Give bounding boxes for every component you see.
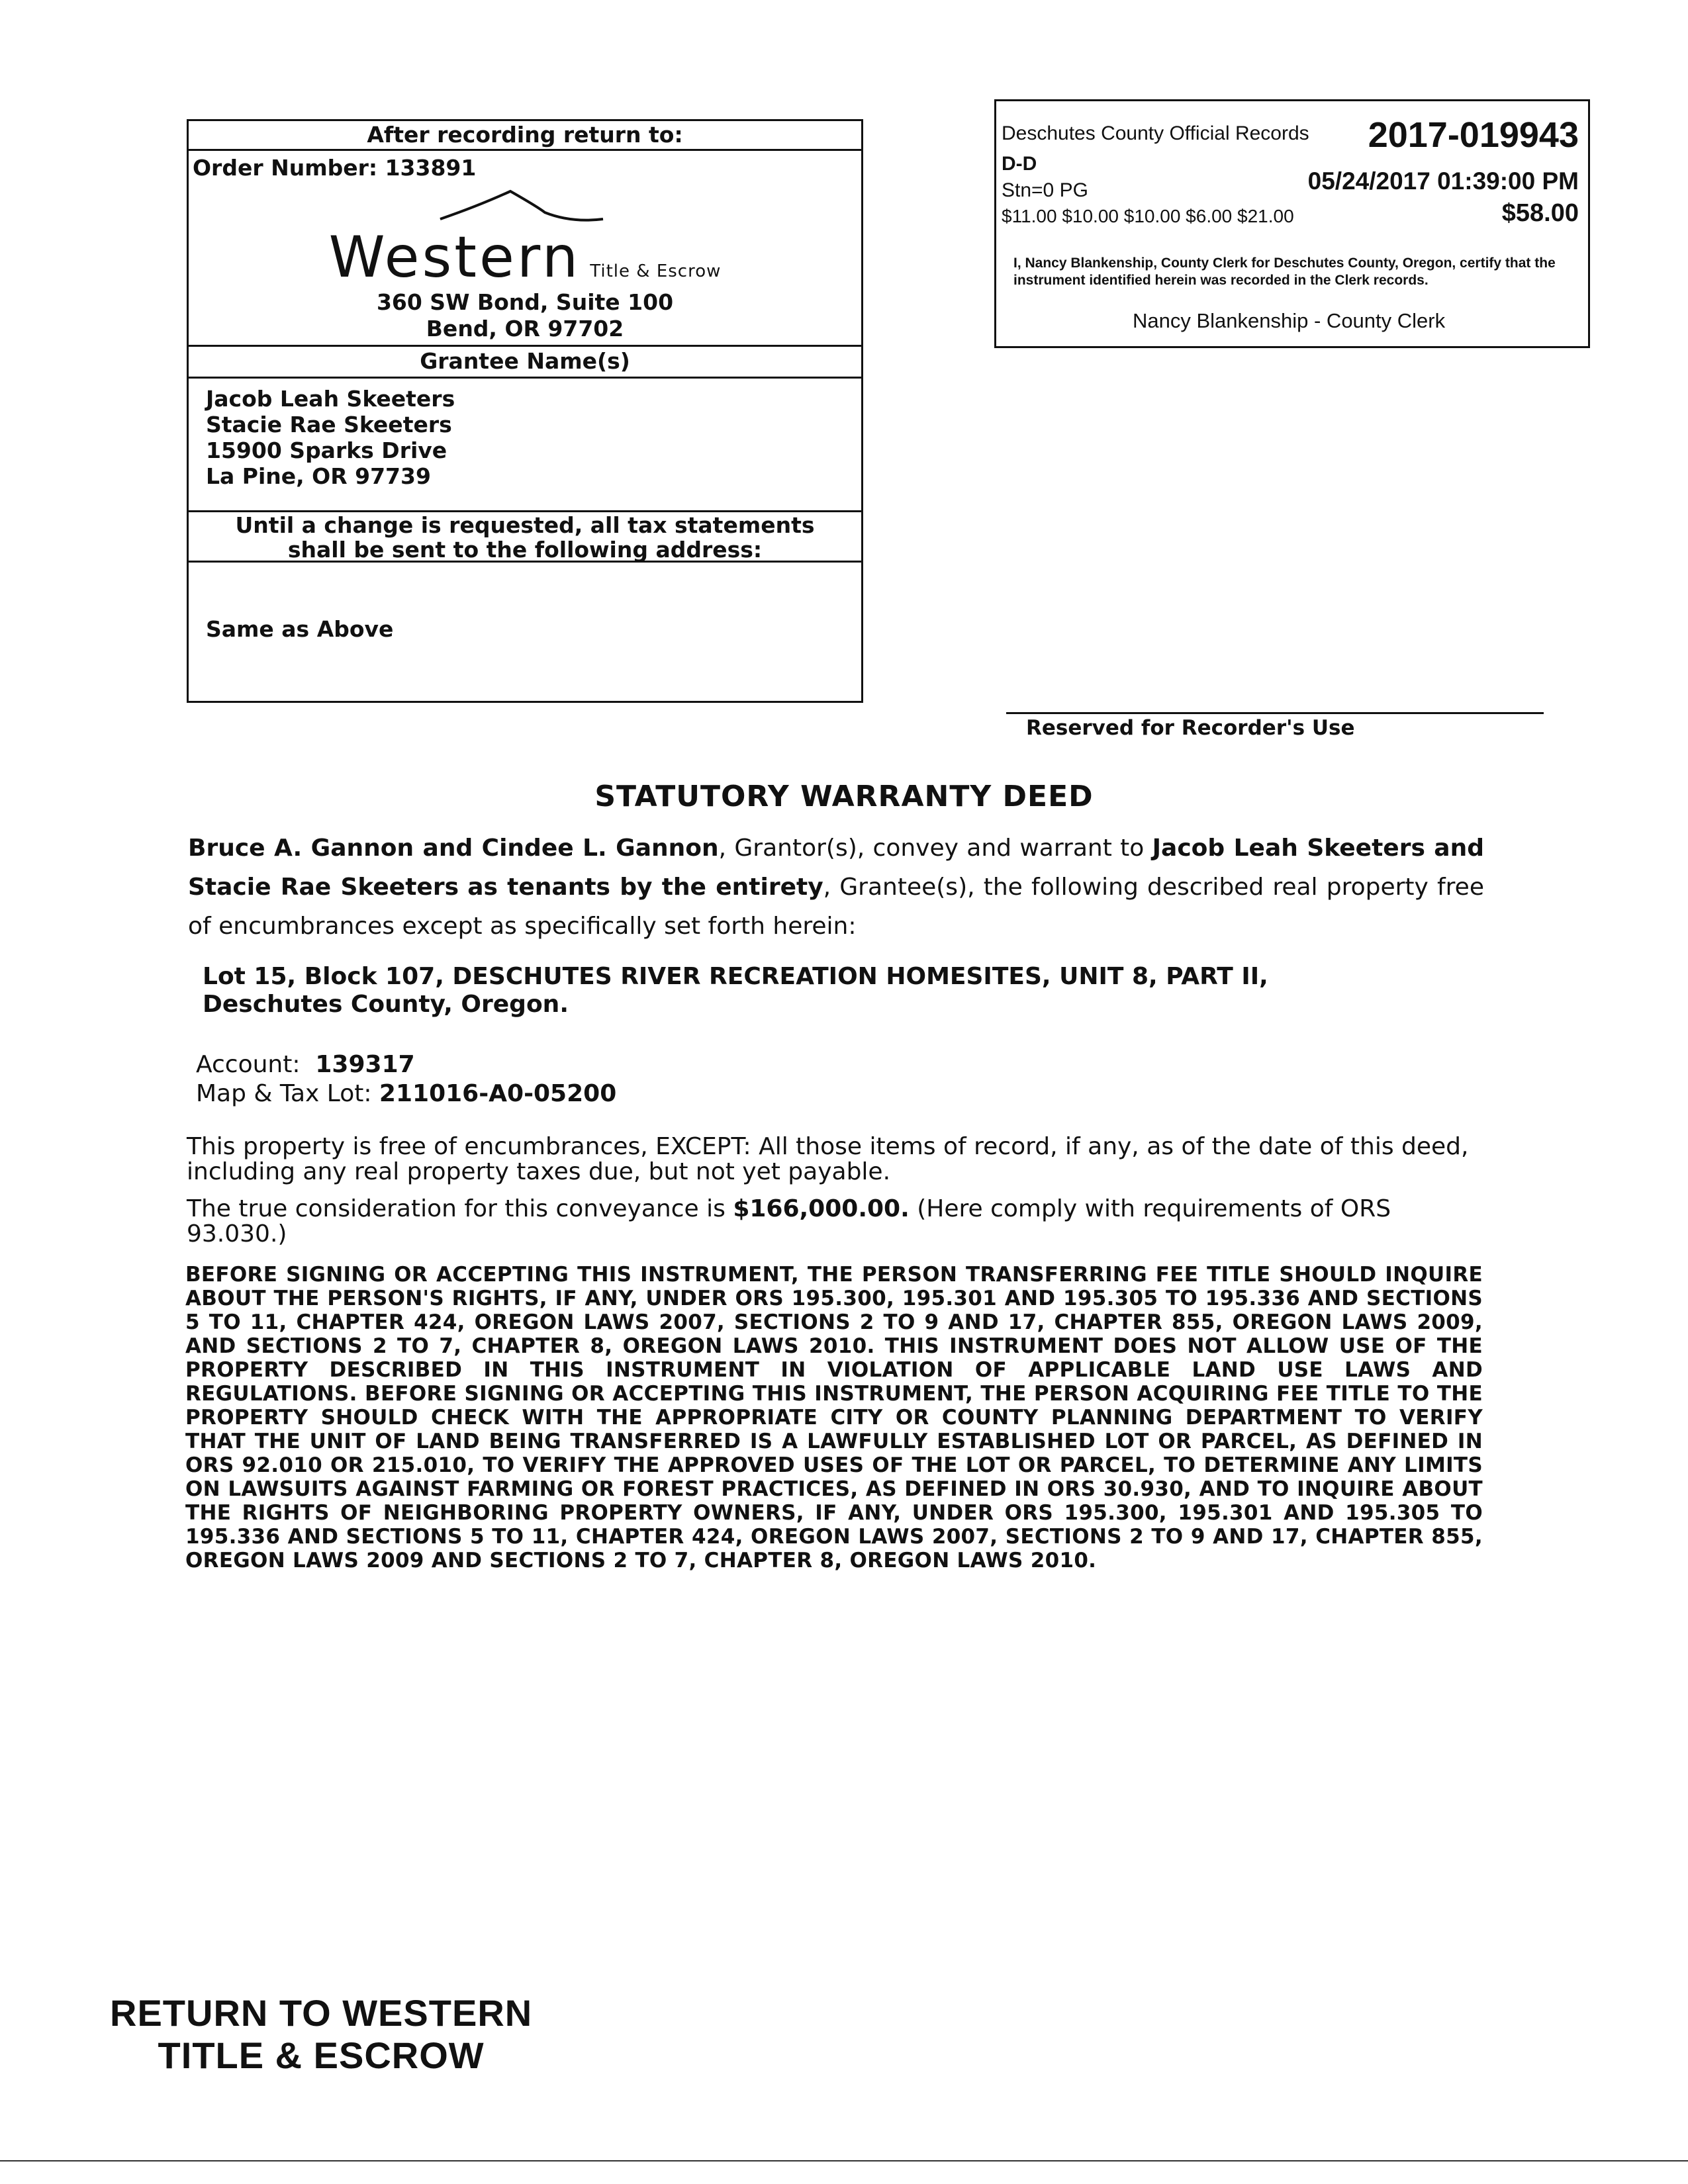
grantee-line: La Pine, OR 97739 (206, 463, 431, 489)
map-tax-lot: 211016-A0-05200 (379, 1080, 617, 1107)
order-number: 133891 (385, 155, 477, 181)
grantee-line: Stacie Rae Skeeters (206, 412, 452, 437)
record-number: 2017-019943 (1368, 115, 1579, 155)
consideration-text: (Here comply with requirements of ORS 93.030.) (187, 1195, 1391, 1248)
granting-text: , Grantor(s), convey and warrant to (718, 835, 1152, 862)
company-logo-word: Western (328, 224, 581, 291)
company-logo-sub: Title & Escrow (590, 261, 722, 281)
tax-address: Same as Above (206, 616, 394, 642)
stamp-line-1: RETURN TO WESTERN (110, 1992, 533, 2034)
consideration-paragraph (187, 1197, 1483, 1247)
map-tax-lot-line (196, 1080, 616, 1107)
reserved-for-recorder-label: Reserved for Recorder's Use (1026, 716, 1355, 740)
fee-list: $11.00 $10.00 $10.00 $6.00 $21.00 (1002, 206, 1294, 226)
company-logo (189, 224, 861, 291)
company-address-line-2: Bend, OR 97702 (426, 316, 624, 341)
grantor-names: Bruce A. Gannon and Cindee L. Gannon (188, 835, 719, 862)
return-stamp (110, 1992, 532, 2077)
grantee-line: 15900 Sparks Drive (206, 437, 447, 463)
exceptions-paragraph: This property is free of encumbrances, EXCEPT: All those items of record, if any, as of the date of this deed, including any real property taxes due, but not yet payable. (187, 1133, 1469, 1185)
return-to-box (187, 119, 863, 703)
records-office: Deschutes County Official Records (1002, 122, 1309, 144)
granting-clause (188, 829, 1484, 946)
reserved-divider (1006, 712, 1544, 714)
divider (189, 377, 861, 379)
granting-text (459, 874, 467, 901)
granting-text: , Grantee(s), the following described real property free of encumbrances except as specifically set forth herein: (188, 874, 1484, 940)
tax-header-line-1: Until a change is requested, all tax statements (235, 512, 815, 538)
grantee-names: Jacob Leah Skeeters and Stacie Rae Skeeters (188, 835, 1484, 901)
account-number: 139317 (315, 1051, 415, 1078)
company-address-line-1: 360 SW Bond, Suite 100 (376, 289, 674, 315)
clerk-certification: I, Nancy Blankenship, County Clerk for Deschutes County, Oregon, certify that the instrument identified herein was recorded in the Clerk records. (1013, 255, 1556, 288)
consideration-text: The true consideration for this conveyance is (187, 1195, 733, 1222)
order-number-label: Order Number: (193, 155, 378, 181)
document-type: D-D (1002, 153, 1037, 175)
grantee-header: Grantee Name(s) (420, 348, 630, 374)
after-recording-header: After recording return to: (367, 122, 683, 148)
grantee-line: Jacob Leah Skeeters (206, 386, 455, 412)
deed-title: STATUTORY WARRANTY DEED (594, 780, 1094, 813)
recorder-box (994, 99, 1590, 348)
tax-header-line-2: shall be sent to the following address: (287, 537, 763, 563)
divider (189, 561, 861, 563)
legal-description: Lot 15, Block 107, DESCHUTES RIVER RECREATION HOMESITES, UNIT 8, PART II, Deschutes County, Oregon. (203, 963, 1268, 1018)
stamp-line-2: TITLE & ESCROW (158, 2034, 485, 2076)
account-label: Account: (196, 1051, 301, 1078)
account-line (196, 1051, 415, 1078)
consideration-amount: $166,000.00. (733, 1195, 910, 1222)
station-code: Stn=0 PG (1002, 179, 1088, 201)
tax-statement-header (189, 512, 861, 562)
company-logo-swoosh-icon (439, 187, 604, 227)
clerk-name: Nancy Blankenship - County Clerk (1133, 309, 1446, 332)
grantee-address (189, 386, 861, 489)
fee-total: $58.00 (1501, 199, 1579, 227)
recorded-datetime: 05/24/2017 01:39:00 PM (1307, 167, 1579, 195)
tenancy: as tenants by the entirety (467, 874, 823, 901)
page-bottom-rule (0, 2160, 1688, 2161)
order-number-line (189, 149, 861, 187)
ors-notice: BEFORE SIGNING OR ACCEPTING THIS INSTRUMENT, THE PERSON TRANSFERRING FEE TITLE SHOULD INQUIRE ABOUT THE PERSON'S RIGHTS, IF ANY, UNDER ORS 195.300, 195.301 AND 195.305 TO 195.336 AND SECTIONS 5 TO 11, CHAPTER 424, OREGON LAWS 2007, SECTIONS 2 TO 9 AND 17, CHAPTER 855, OREGON LAWS 2009, AND SECTIONS 2 TO 7, CHAPTER 8, OREGON LAWS 2010. THIS INSTRUMENT DOES NOT ALLOW USE OF THE PROPERTY DESCRIBED IN THIS INSTRUMENT IN VIOLATION OF APPLICABLE LAND USE LAWS AND REGULATIONS. BEFORE SIGNING OR ACCEPTING THIS INSTRUMENT, THE PERSON ACQUIRING FEE TITLE TO THE PROPERTY SHOULD CHECK WITH THE APPROPRIATE CITY OR COUNTY PLANNING DEPARTMENT TO VERIFY THAT THE UNIT OF LAND BEING TRANSFERRED IS A LAWFULLY ESTABLISHED LOT OR PARCEL, AS DEFINED IN ORS 92.010 OR 215.010, TO VERIFY THE APPROVED USES OF THE LOT OR PARCEL, TO DETERMINE ANY LIMITS ON LAWSUITS AGAINST FARMING OR FOREST PRACTICES, AS DEFINED IN ORS 30.930, AND TO INQUIRE ABOUT THE RIGHTS OF NEIGHBORING PROPERTY OWNERS, IF ANY, UNDER ORS 195.300, 195.301 AND 195.305 TO 195.336 AND SECTIONS 5 TO 11, CHAPTER 424, OREGON LAWS 2007, SECTIONS 2 TO 9 AND 17, CHAPTER 855, OREGON LAWS 2009 AND SECTIONS 2 TO 7, CHAPTER 8, OREGON LAWS 2010. (185, 1263, 1483, 1572)
map-tax-lot-label: Map & Tax Lot: (196, 1080, 372, 1107)
